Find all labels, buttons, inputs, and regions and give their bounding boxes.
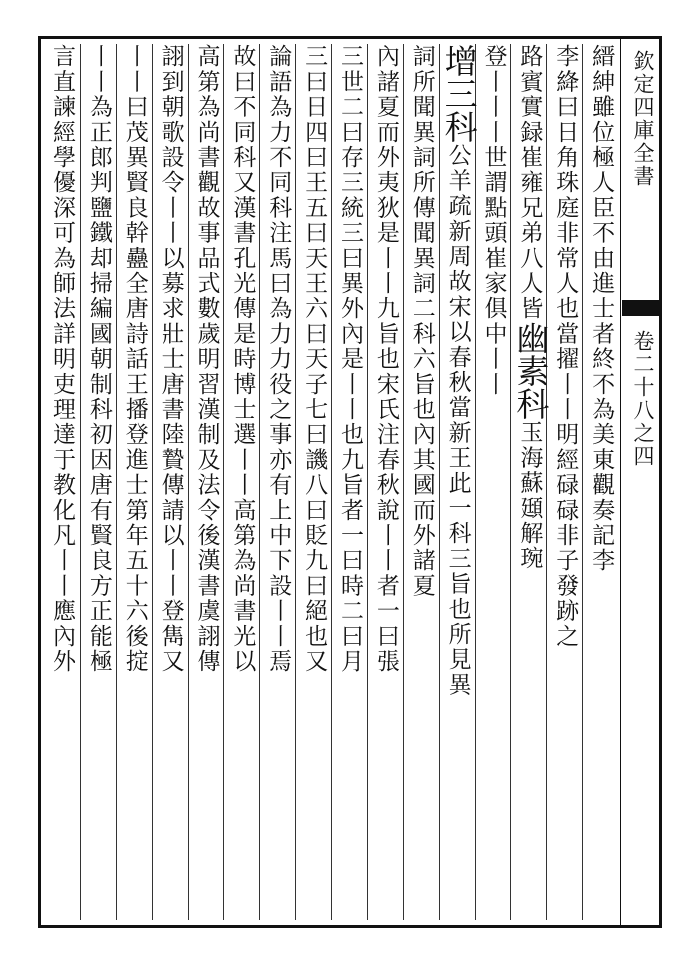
- column-3-segment-1: 路賓實録崔雍兄弟八人皆: [516, 44, 543, 322]
- text-column-1: [582, 44, 618, 920]
- column-9-segment-1: 三曰日四曰王五曰天王六曰天子七曰譏八曰貶九曰絕也又: [301, 44, 328, 674]
- text-column-3: [510, 44, 551, 920]
- column-7-segment-1: 內諸夏而外夷狄是丨丨九旨也宋氏注春秋說丨丨者一曰張: [372, 44, 399, 674]
- text-column-4: [475, 44, 511, 920]
- text-column-7: [367, 44, 403, 920]
- column-4-segment-2: 俱中丨丨: [480, 296, 507, 397]
- banxin-title: 欽定四庫全書: [631, 50, 655, 188]
- column-15-segment-1: 丨丨為正郎判鹽鐵却掃編國朝制科初因唐有賢良方正能極: [85, 44, 112, 674]
- column-13-segment-1: 詡到朝歌設令丨丨以募求壯士唐書陸贄傳請以丨丨登雋又: [157, 44, 184, 674]
- text-column-2: [546, 44, 582, 920]
- column-14-segment-1: 丨丨曰茂異賢良幹蠱全唐詩話王播登進士第年五十六後掟: [121, 44, 148, 674]
- text-column-8: [331, 44, 367, 920]
- column-6-segment-1: 詞所聞異詞所傳聞異詞二科六旨也內其國而外諸夏: [408, 44, 435, 599]
- text-column-16: [44, 44, 80, 920]
- text-column-15: [80, 44, 116, 920]
- text-column-14: [116, 44, 152, 920]
- column-3-segment-2: 幽素科: [511, 321, 551, 421]
- column-1-segment-1: 縉紳雖位極人臣不由進士者終不為美東觀奏記李: [588, 44, 615, 574]
- column-5-segment-2: 公羊疏新周故宋以春秋當新王此一科三旨也所見異: [444, 143, 471, 698]
- column-8-segment-1: 三世二曰存三統三曰異外內是丨丨也九旨者一曰時二曰月: [337, 44, 363, 674]
- text-column-11: [223, 44, 259, 920]
- text-columns: [44, 44, 618, 920]
- column-11-segment-1: 故曰不同科又漢書孔光傳是時博士選丨丨高第為尚書光以: [229, 44, 256, 674]
- text-column-6: [403, 44, 439, 920]
- text-column-13: [152, 44, 188, 920]
- fishtail-mark: [622, 300, 662, 316]
- text-column-12: [188, 44, 224, 920]
- column-5-segment-1: 增三科: [439, 44, 479, 143]
- column-10-segment-1: 論語為力不同科注馬曰為力力役之事亦有上中下設丨丨焉: [265, 44, 292, 674]
- text-column-10: [259, 44, 295, 920]
- column-3-segment-3: 玉海蘇頲解琬: [516, 420, 543, 572]
- column-16-segment-1: 言直諫經學優深可為師法詳明吏理達于教化凡丨丨應內外: [49, 44, 75, 674]
- banxin-volume: 卷二十八之四: [631, 330, 655, 468]
- column-4-segment-1: 登丨丨丨世謂點頭崔家: [480, 44, 507, 296]
- text-column-9: [295, 44, 331, 920]
- column-2-segment-1: 李絳曰日角珠庭非常人也當擢丨丨明經碌碌非子發跡之: [552, 44, 579, 649]
- text-column-5: [439, 44, 479, 920]
- column-12-segment-1: 高第為尚書觀故事品式數歲明習漢制及法令後漢書虞詡傳: [193, 44, 220, 674]
